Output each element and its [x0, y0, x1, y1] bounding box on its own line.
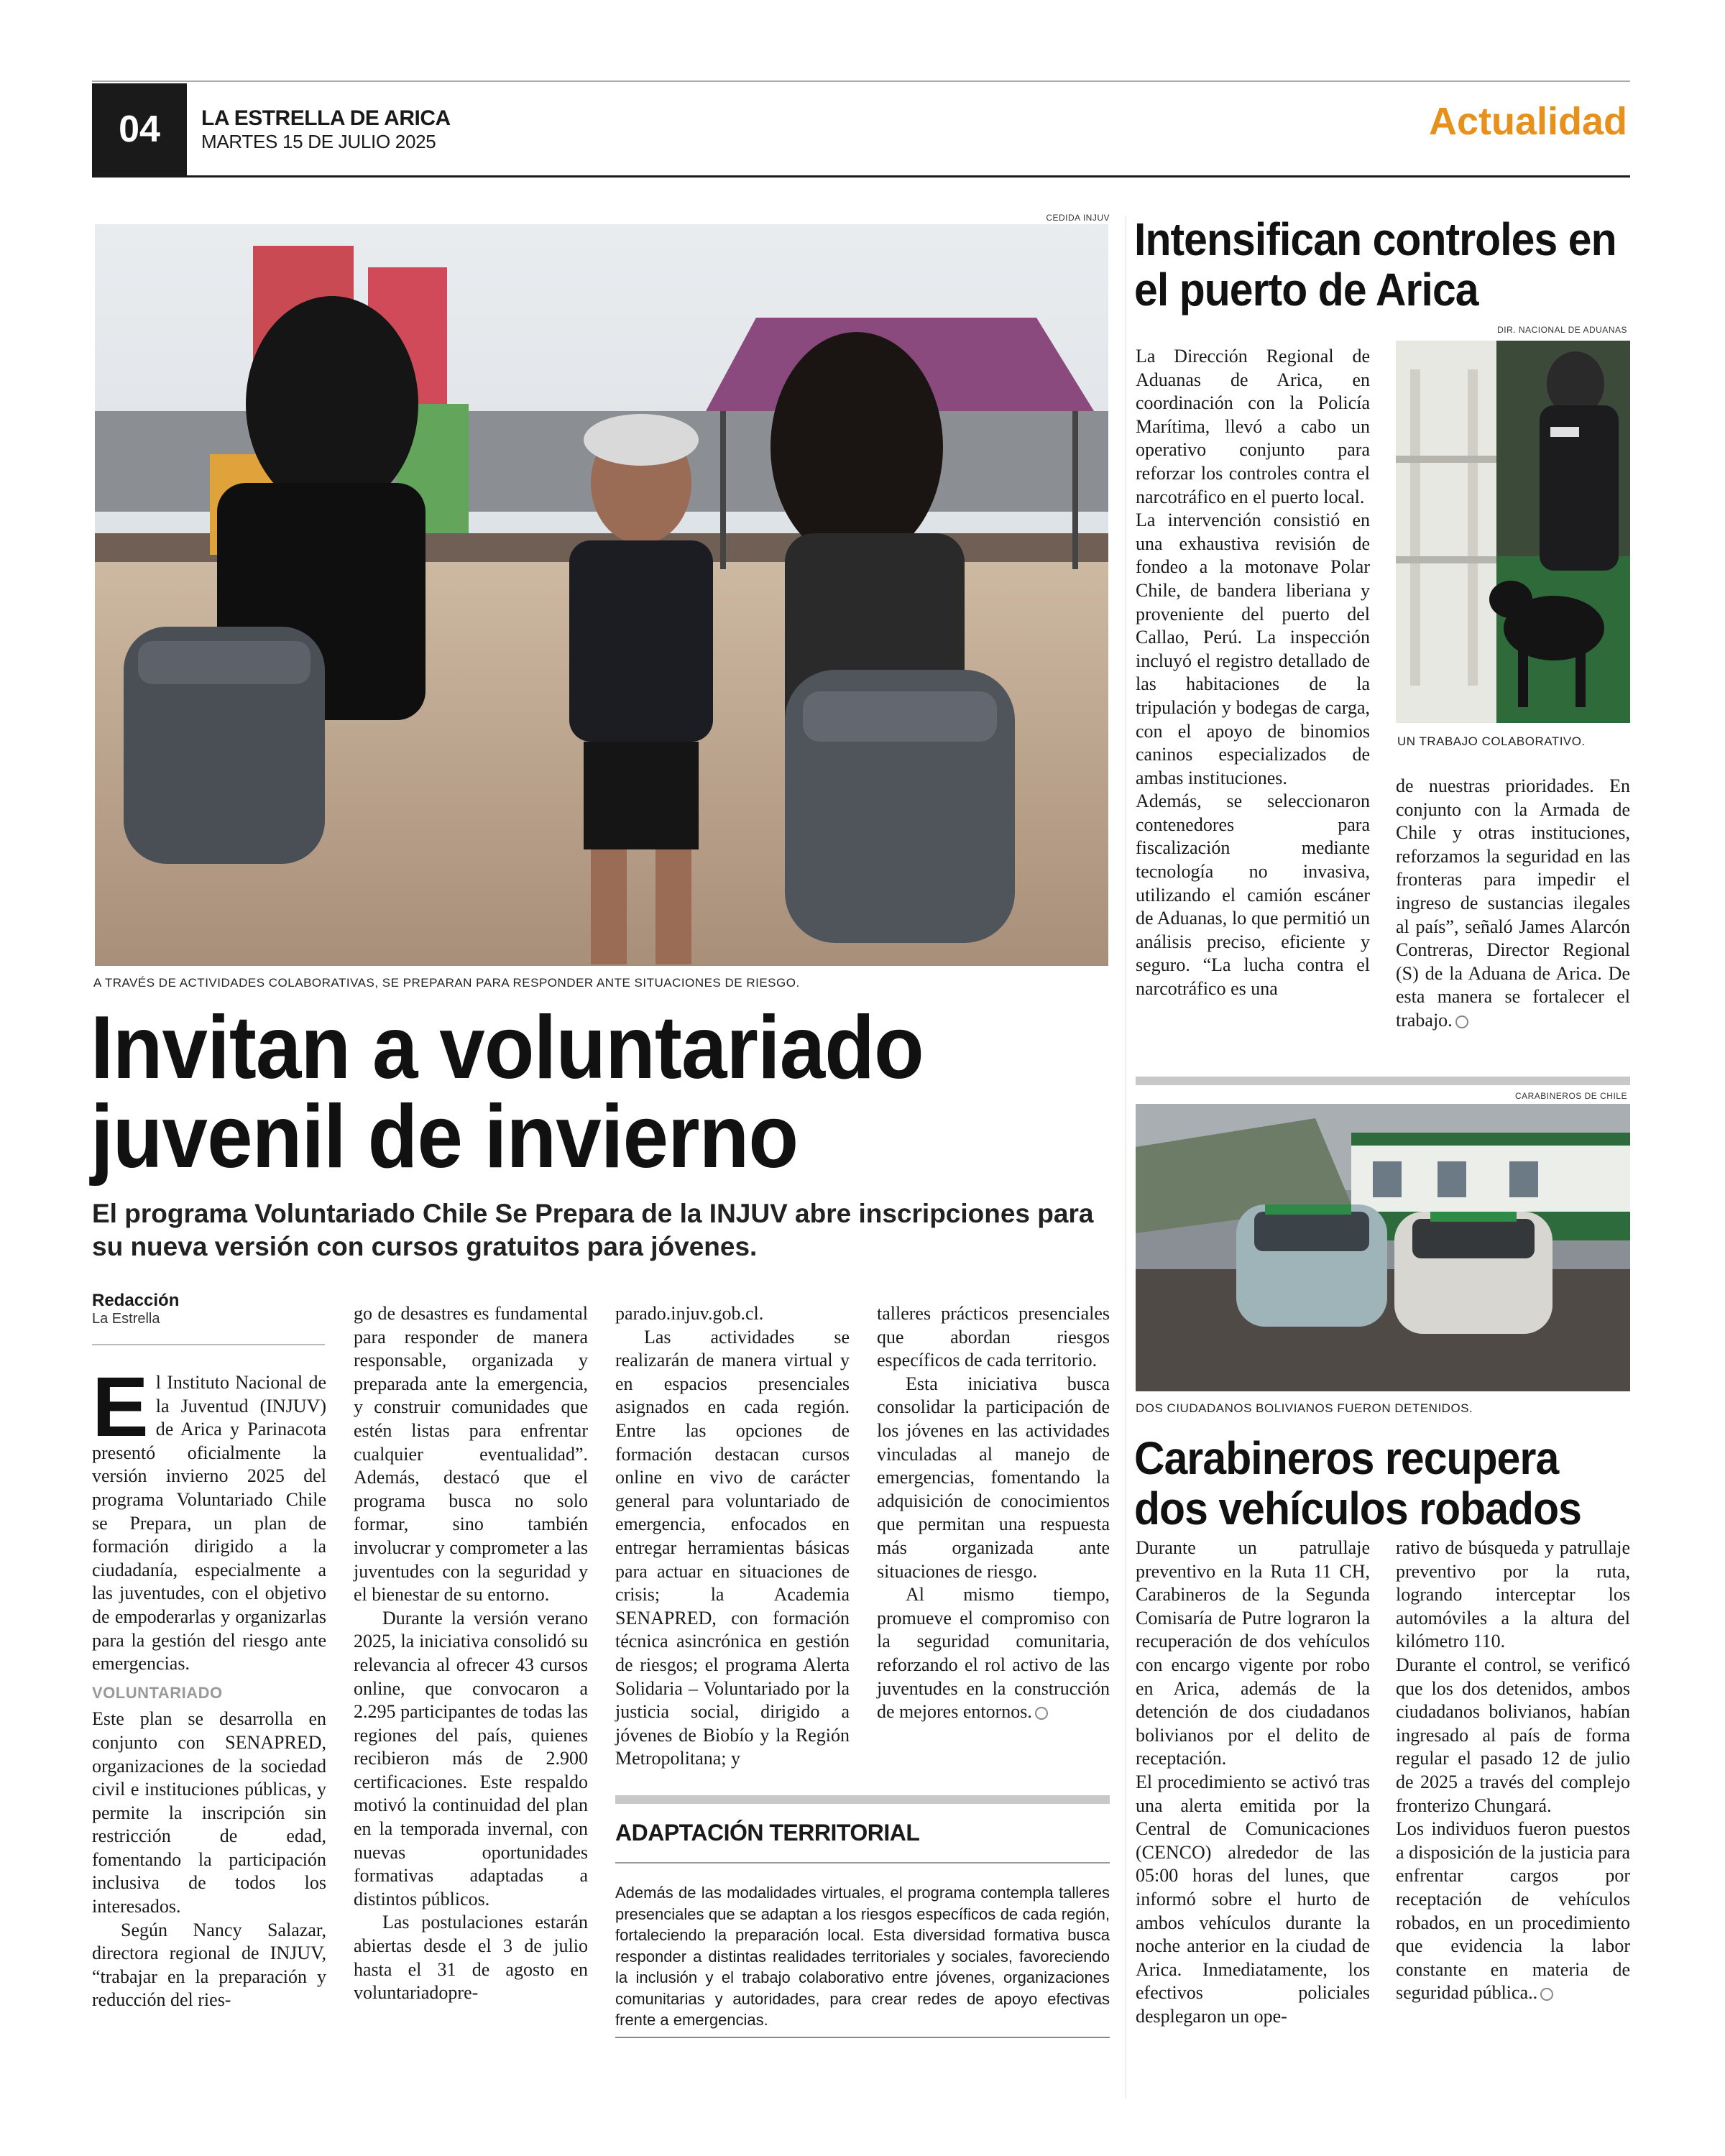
- story3-col-2: [1396, 1537, 1630, 2005]
- adaptacion-box-top-bar: [615, 1795, 1110, 1804]
- end-mark-icon: [1455, 1015, 1468, 1028]
- story3-col2-p2: Durante el control, se verificó que los dos detenidos, ambos ciudadanos bolivianos, habían ingresado al país de forma regular el pasado 12 de julio de 2025 a través del complejo fronterizo Chungará.: [1396, 1654, 1630, 1816]
- main-col2-p2: Durante la versión verano 2025, la iniciativa consolidó su relevancia al ofrecer 43 cursos online, que convocaron a 2.295 participantes de todas las regiones del país, quienes recibieron más de 2.900 certificaciones. Este respaldo motivó la continuidad del plan en la temporada invernal, con nuevas oportunidades formativas adaptadas a distintos públicos.: [354, 1607, 588, 1909]
- main-deck: El programa Voluntariado Chile Se Prepara de la INJUV abre inscripciones para su nueva versión con cursos gratuitos para jóvenes.: [92, 1199, 1094, 1261]
- story3-col2-p1: rativo de búsqueda y patrullaje preventivo por la ruta, logrando interceptar los automóviles a la altura del kilómetro 110.: [1396, 1537, 1630, 1652]
- story2-photo-caption: UN TRABAJO COLABORATIVO.: [1397, 734, 1586, 748]
- adaptacion-text: Además de las modalidades virtuales, el programa contempla talleres presenciales que se adaptan a los riesgos específicos de cada región, fortaleciendo la preparación local. Esta diversidad formativa busca responder a distintas realidades territoriales y sociales, favoreciendo la inclusión y el trabajo colaborativo entre jóvenes, organizaciones comunitarias y autoridades, para crear redes de apoyo efectivas frente a emergencias.: [615, 1884, 1110, 2029]
- main-col1-p2: Este plan se desarrolla en conjunto con SENAPRED, organizaciones de la sociedad civil e instituciones públicas, y permite la inscripción sin restricción de edad, fomentando la participación inclusiva de todos los interesados.: [92, 1708, 326, 1917]
- main-col-4: [877, 1302, 1110, 1724]
- main-photo: [95, 224, 1108, 966]
- main-headline-line2: juvenil de invierno: [91, 1087, 799, 1187]
- main-photo-credit: CEDIDA INJUV: [1046, 213, 1110, 223]
- main-col-3: [615, 1302, 850, 1771]
- issue-date: MARTES 15 DE JULIO 2025: [201, 131, 436, 152]
- main-col1-p1-text: l Instituto Nacional de la Juventud (INJUV) de Arica y Parinacota presentó oficialmente la versión invierno 2025 del programa Voluntariado Chile se Prepara, un plan de formación dirigido a la ciudadanía, especialmente a las juventudes, con el objetivo de empoderarlas y organizarlas para la gestión del riesgo ante emergencias.: [92, 1372, 326, 1674]
- story2-col-2: [1396, 775, 1630, 1033]
- end-mark-icon: [1540, 1988, 1553, 2001]
- main-col-2: [354, 1302, 588, 2005]
- story2-col2-p1-text: de nuestras prioridades. En conjunto con la Armada de Chile y otras instituciones, reforzamos la seguridad en las fronteras para impedir el ingreso de sustancias ilegales al país”, señaló James Alarcón Contreras, Director Regional (S) de la Aduana de Arica. De esta manera se fortalecer el trabajo.: [1396, 775, 1630, 1031]
- byline-rule: [92, 1344, 325, 1345]
- main-col4-p3: [877, 1583, 1110, 1724]
- story3-headline: [1134, 1433, 1630, 1534]
- byline-source: La Estrella: [92, 1311, 160, 1327]
- story2-col1-p2: La intervención consistió en una exhaustiva revisión de fondeo a la motonave Polar Chile, de bandera liberiana y proveniente del puerto del Callao, Perú. La inspección incluyó el registro detallado de las habitaciones de la tripulación y bodegas de carga, con el apoyo de binomios caninos especializados de ambas instituciones.: [1136, 510, 1370, 788]
- story3-col1-p1: Durante un patrullaje preventivo en la Ruta 11 CH, Carabineros de la Segunda Comisaría de Putre lograron la recuperación de dos vehículos con encargo vigente por robo en Arica, además de la detención de dos ciudadanos bolivianos por el delito de receptación.: [1136, 1537, 1370, 1769]
- adaptacion-title-rule: [615, 1862, 1110, 1864]
- story2-col1-p3: Además, se seleccionaron contenedores para fiscalización mediante tecnología no invasiva, utilizando el camión escáner de Aduanas, lo que permitió un análisis preciso, eficiente y seguro. “La lucha contra el narcotráfico es una: [1136, 791, 1370, 1000]
- main-col-1: [92, 1360, 326, 2012]
- story2-headline-line2: el puerto de Arica: [1134, 264, 1478, 315]
- end-mark-icon: [1035, 1707, 1048, 1720]
- main-col3-p1: parado.injuv.gob.cl.: [615, 1303, 764, 1324]
- story2-col2-p1: [1396, 775, 1630, 1033]
- main-headline-line1: Invitan a voluntariado: [91, 998, 924, 1097]
- page-number: 04: [119, 109, 160, 150]
- top-rule: [92, 80, 1630, 82]
- main-col4-p1: talleres prácticos presenciales que abordan riesgos específicos de cada territorio.: [877, 1303, 1110, 1371]
- story2-col-1: [1136, 345, 1370, 1001]
- subhead-voluntariado: VOLUNTARIADO: [92, 1683, 223, 1702]
- customs-dog-photo-illustration: [1396, 341, 1630, 723]
- newspaper-name: LA ESTRELLA DE ARICA: [201, 106, 451, 130]
- main-col1-p1: [92, 1360, 326, 1676]
- section-label: Actualidad: [1428, 100, 1627, 143]
- story3-headline-line1: Carabineros recupera: [1134, 1432, 1559, 1484]
- story2-photo: [1396, 341, 1630, 723]
- story3-photo: [1136, 1104, 1630, 1391]
- main-col2-p1: go de desastres es fundamental para responder de manera responsable, organizada y preparada ante la emergencia, y construir comunidades que estén listas para enfrentar cualquier eventualidad”. Además, destacó que el programa busca no solo formar, sino también involucrar y comprometer a las juventudes con la seguridad y el bienestar de su entorno.: [354, 1303, 588, 1606]
- adaptacion-bottom-rule: [615, 2037, 1110, 2038]
- story3-top-bar: [1136, 1077, 1630, 1085]
- dropcap: E: [92, 1360, 149, 1455]
- byline: [92, 1291, 179, 1327]
- main-col3-p2: Las actividades se realizarán de manera virtual y en espacios presenciales asignados en cada región. Entre las opciones de formación destacan cursos online en vivo de carácter general para voluntariado de emergencia, enfocados en entregar herramientas básicas para actuar en situaciones de crisis; la Academia SENAPRED, con formación técnica asincrónica en gestión de riesgos; el programa Alerta Solidaria – Voluntariado por la justicia social, dirigido a jóvenes de Biobío y la Región Metropolitana; y: [615, 1326, 850, 1769]
- main-headline: [91, 998, 1111, 1187]
- main-col2-p3: Las postulaciones estarán abiertas desde el 3 de julio hasta el 31 de agosto en voluntariadopre-: [354, 1912, 588, 2004]
- main-col4-p3-text: Al mismo tiempo, promueve el compromiso con la seguridad comunitaria, reforzando el rol activo de las juventudes en la construcción de mejores entornos.: [877, 1584, 1110, 1723]
- header-bottom-rule: [92, 175, 1630, 178]
- story2-headline-line1: Intensifican controles en: [1134, 213, 1616, 265]
- page-number-box: [92, 83, 187, 175]
- story3-col2-p3-text: Los individuos fueron puestos a disposición de la justicia para enfrentar cargos por receptación de vehículos robados, en un procedimiento que evidencia la labor constante en materia de seguridad pública..: [1396, 1818, 1630, 2004]
- adaptacion-box: [615, 1795, 1110, 2068]
- story2-headline: [1134, 214, 1630, 315]
- story3-photo-credit: CARABINEROS DE CHILE: [1514, 1091, 1627, 1101]
- story3-col2-p3: [1396, 1818, 1630, 2005]
- story2-col1-p1: La Dirección Regional de Aduanas de Arica, en coordinación con la Policía Marítima, llevó a cabo un operativo conjunto para reforzar los controles contra el narcotráfico en el puerto local.: [1136, 346, 1370, 507]
- volunteers-photo-illustration: [95, 224, 1108, 966]
- recovered-cars-photo-illustration: [1136, 1104, 1630, 1391]
- main-col4-p2: Esta iniciativa busca consolidar la participación de los jóvenes en las actividades vinculadas al manejo de emergencias, fomentando la adquisición de conocimientos que permitan una respuesta más organizada ante situaciones de riesgo.: [877, 1373, 1110, 1582]
- adaptacion-title: ADAPTACIÓN TERRITORIAL: [615, 1820, 920, 1846]
- main-col1-p3: Según Nancy Salazar, directora regional de INJUV, “trabajar en la preparación y reducción del ries-: [92, 1919, 326, 2011]
- story3-col-1: [1136, 1537, 1370, 2028]
- story3-photo-caption: DOS CIUDADANOS BOLIVIANOS FUERON DETENIDOS.: [1136, 1401, 1473, 1415]
- story3-headline-line2: dos vehículos robados: [1134, 1483, 1581, 1534]
- story3-col1-p2: El procedimiento se activó tras una alerta emitida por la Central de Comunicaciones (CENCO) alrededor de las 05:00 horas del lunes, que informó sobre el hurto de ambos vehículos durante la noche anterior en la ciudad de Arica. Inmediatamente, los efectivos policiales desplegaron un ope-: [1136, 1771, 1370, 2027]
- story2-photo-credit: DIR. NACIONAL DE ADUANAS: [1497, 325, 1627, 335]
- byline-name: Redacción: [92, 1291, 180, 1310]
- main-photo-caption: A TRAVÉS DE ACTIVIDADES COLABORATIVAS, SE PREPARAN PARA RESPONDER ANTE SITUACIONES DE RIESGO.: [93, 976, 800, 990]
